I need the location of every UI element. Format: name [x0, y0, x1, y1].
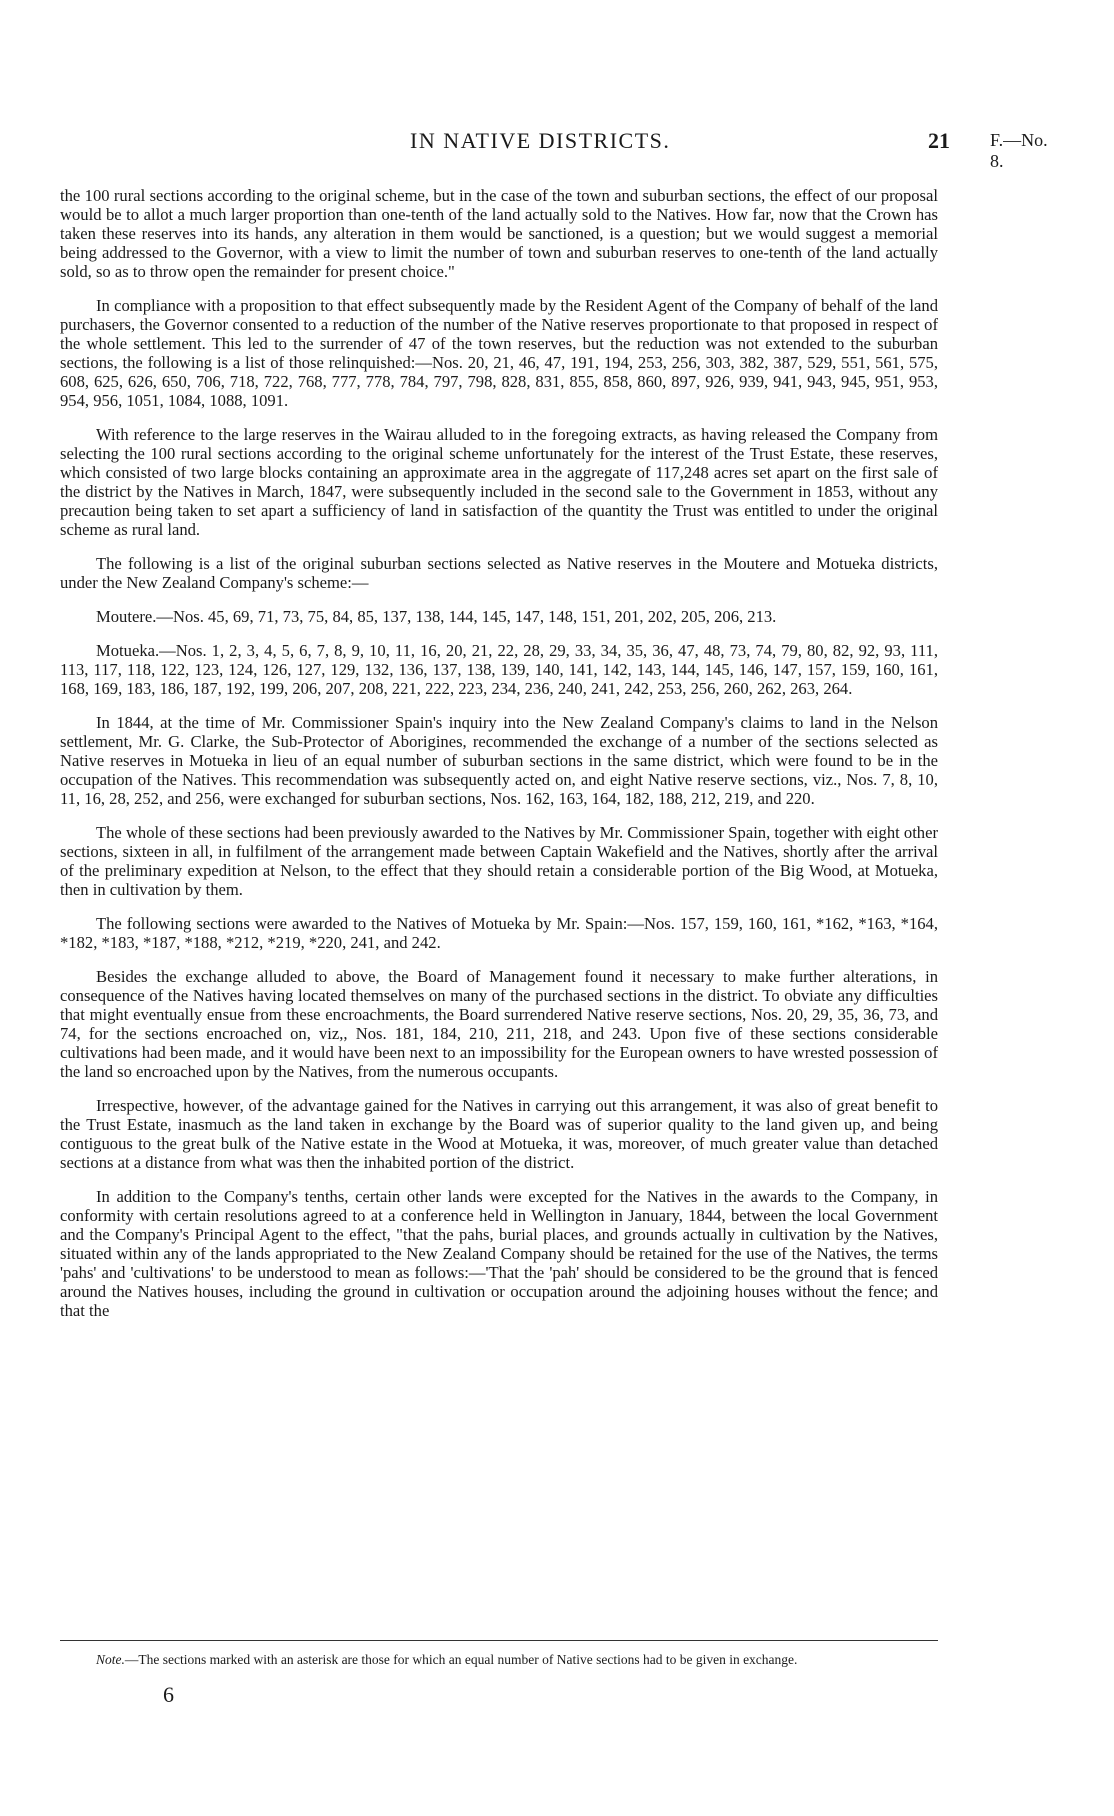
footnote-label: Note.	[96, 1652, 125, 1667]
paragraph: Moutere.—Nos. 45, 69, 71, 73, 75, 84, 85, 137, 138, 144, 145, 147, 148, 151, 201, 202, 205, 206, 213.	[96, 607, 777, 626]
running-title: IN NATIVE DISTRICTS.	[410, 128, 671, 153]
paragraph: In addition to the Company's tenths, certain other lands were excepted for the Natives in the awards to the Company, in conformity with certain resolutions agreed to at a conference held in Wellington in January, 1844, between the local Government and the Company's Principal Agent to the effect, "that the pahs, burial places, and grounds actually in cultivation by the Natives, situated within any of the lands appropriated to the New Zealand Company should be retained for the use of the Natives, the terms 'pahs' and 'cultivations' to be understood to mean as follows:—'That the 'pah' should be considered to be the ground that is fenced around the Natives houses, including the ground in cultivation or occupation around the adjoining houses without the fence; and that the	[60, 1187, 938, 1320]
signature-mark: 6	[163, 1682, 174, 1707]
footnote	[60, 1651, 938, 1668]
paragraph: In compliance with a proposition to that effect subsequently made by the Resident Agent of the Company of behalf of the land purchasers, the Governor consented to a reduction of the number of the Native reserves proportionate to that proposed in respect of the whole settlement. This led to the surrender of 47 of the town reserves, but the reduction was not extended to the suburban sections, the following is a list of those relinquished:—Nos. 20, 21, 46, 47, 191, 194, 253, 256, 303, 382, 387, 529, 551, 561, 575, 608, 625, 626, 650, 706, 718, 722, 768, 777, 778, 784, 797, 798, 828, 831, 855, 858, 860, 897, 926, 939, 941, 943, 945, 951, 953, 954, 956, 1051, 1084, 1088, 1091.	[60, 296, 938, 410]
paragraph: The whole of these sections had been previously awarded to the Natives by Mr. Commissioner Spain, together with eight other sections, sixteen in all, in fulfilment of the arrangement made between Captain Wakefield and the Natives, shortly after the arrival of the preliminary expedition at Nelson, to the effect that they should retain a considerable portion of the Big Wood, at Motueka, then in cultivation by them.	[60, 823, 938, 899]
paragraph: In 1844, at the time of Mr. Commissioner Spain's inquiry into the New Zealand Company's claims to land in the Nelson settlement, Mr. G. Clarke, the Sub-Protector of Aborigines, recommended the exchange of a number of the sections selected as Native reserves in Motueka in lieu of an equal number of suburban sections in the same district, which were found to be in the occupation of the Natives. This recommendation was subsequently acted on, and eight Native reserve sections, viz., Nos. 7, 8, 10, 11, 16, 28, 252, and 256, were exchanged for suburban sections, Nos. 162, 163, 164, 182, 188, 212, 219, and 220.	[60, 713, 938, 808]
paragraph: The following sections were awarded to the Natives of Motueka by Mr. Spain:—Nos. 157, 159, 160, 161, *162, *163, *164, *182, *183, *187, *188, *212, *219, *220, 241, and 242.	[60, 914, 938, 952]
paragraph: Besides the exchange alluded to above, the Board of Management found it necessary to make further alterations, in consequence of the Natives having located themselves on many of the purchased sections in the district. To obviate any difficulties that might eventually ensue from these encroachments, the Board surrendered Native reserve sections, Nos. 20, 29, 35, 36, 73, and 74, for the sections encroached on, viz,, Nos. 181, 184, 210, 211, 218, and 243. Upon five of these sections considerable cultivations had been made, and it would have been next to an impossibility for the European owners to have wrested possession of the land so encroached upon by the Natives, from the numerous occupants.	[60, 967, 938, 1081]
footnote-divider	[60, 1640, 938, 1641]
page-header	[60, 128, 1060, 171]
page-number: 21	[928, 128, 950, 153]
body-text	[60, 186, 938, 1335]
paragraph: the 100 rural sections according to the original scheme, but in the case of the town and suburban sections, the effect of our proposal would be to allot a much larger proportion than one-tenth of the land actually sold to the Natives. How far, now that the Crown has taken these reserves into its hands, any alteration in them would be sanctioned, is a question; but we would suggest a memorial being addressed to the Governor, with a view to limit the number of town and suburban reserves to one-tenth of the land actually sold, so as to throw open the remainder for present choice."	[60, 186, 938, 281]
footnote-text: —The sections marked with an asterisk are those for which an equal number of Native sections had to be given in exchange.	[124, 1652, 798, 1667]
paragraph: Irrespective, however, of the advantage gained for the Natives in carrying out this arrangement, it was also of great benefit to the Trust Estate, inasmuch as the land taken in exchange by the Board was of superior quality to the land given up, and being contiguous to the great bulk of the Native estate in the Wood at Motueka, it was, moreover, of much greater value than detached sections at a distance from what was then the inhabited portion of the district.	[60, 1096, 938, 1172]
paragraph: The following is a list of the original suburban sections selected as Native reserves in the Moutere and Motueka districts, under the New Zealand Company's scheme:—	[60, 554, 938, 592]
paragraph: With reference to the large reserves in the Wairau alluded to in the foregoing extracts, as having released the Company from selecting the 100 rural sections according to the original scheme unfortunately for the interest of the Trust Estate, these reserves, which consisted of two large blocks containing an approximate area in the aggregate of 117,248 acres set apart on the first sale of the district by the Natives in March, 1847, were subsequently included in the second sale to the Government in 1853, without any precaution being taken to set apart a sufficiency of land in satisfaction of the quantity the Trust was entitled to under the original scheme as rural land.	[60, 425, 938, 539]
document-reference: F.—No. 8.	[990, 130, 1048, 171]
paragraph: Motueka.—Nos. 1, 2, 3, 4, 5, 6, 7, 8, 9, 10, 11, 16, 20, 21, 22, 28, 29, 33, 34, 35, 36, 47, 48, 73, 74, 79, 80, 82, 92, 93, 111, 113, 117, 118, 122, 123, 124, 126, 127, 129, 132, 136, 137, 138, 139, 140, 141, 142, 143, 144, 145, 146, 147, 157, 159, 160, 161, 168, 169, 183, 186, 187, 192, 199, 206, 207, 208, 221, 222, 223, 234, 236, 240, 241, 242, 253, 256, 260, 262, 263, 264.	[60, 641, 938, 698]
